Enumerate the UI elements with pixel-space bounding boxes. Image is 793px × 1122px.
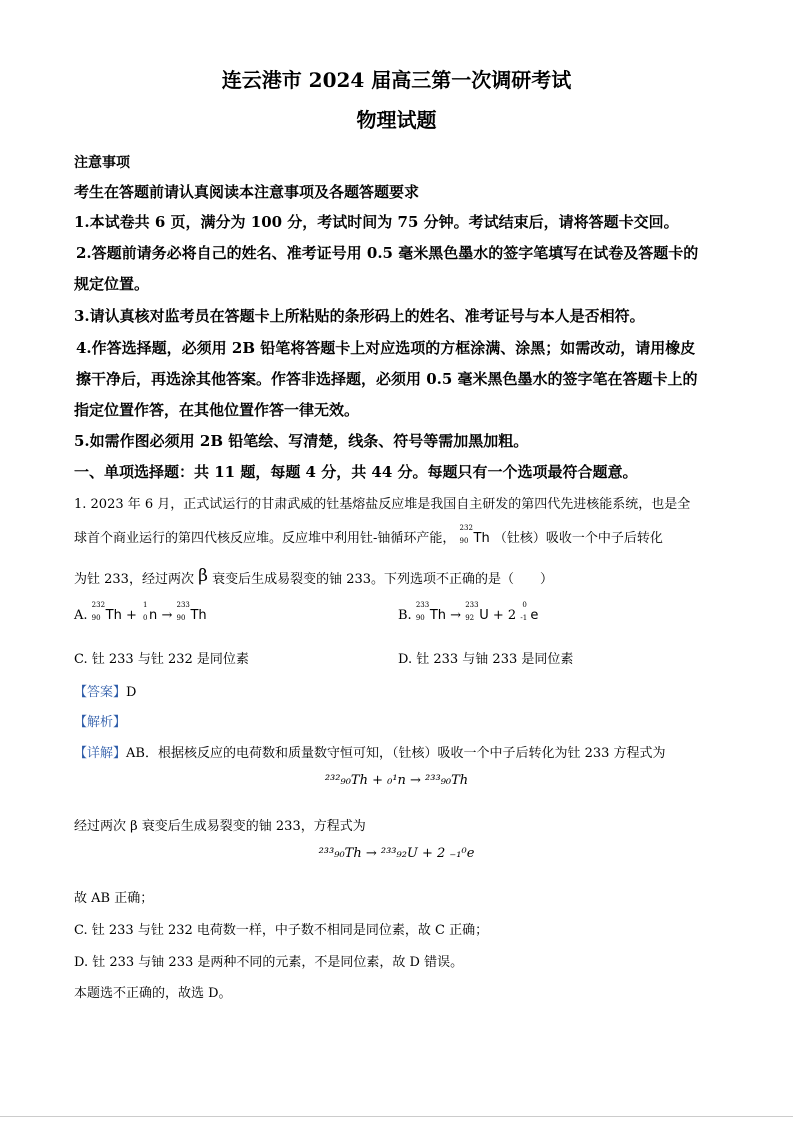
solution-line-4: 本题选不正确的，故选 D。	[74, 986, 232, 1001]
exam-title: 连云港市 2024 届高三第一次调研考试	[221, 68, 572, 92]
arrow-icon: →	[161, 608, 173, 623]
option-a-neutron: 1 0 n	[143, 601, 158, 623]
option-b-u233: 233 92 U	[465, 601, 489, 623]
solution-line-3: D. 钍 233 与铀 233 是两种不同的元素，不是同位素，故 D 错误。	[74, 955, 464, 970]
option-b-electron: 0 -1 e	[520, 601, 539, 623]
option-d[interactable]: D. 钍 233 与铀 233 是同位素	[398, 652, 574, 667]
notes-item-3: 3.请认真核对监考员在答题卡上所粘贴的条形码上的姓名、准考证号与本人是否相符。	[74, 307, 645, 325]
answer-line	[74, 681, 734, 700]
solution-line-1: 故 AB 正确；	[74, 891, 154, 906]
analysis-tag: 【解析】	[74, 715, 127, 730]
option-a[interactable]: A. 232 90 Th + 1 0 n → 233 90 Th	[74, 601, 207, 623]
notes-item-2-cont: 规定位置。	[74, 275, 150, 293]
answer-tag: 【答案】	[74, 685, 127, 700]
detail-tag: 【详解】	[74, 746, 127, 761]
solution-line-2: C. 钍 233 与钍 232 电荷数一样，中子数不相同是同位素，故 C 正确；	[74, 923, 489, 938]
notes-heading: 注意事项	[74, 155, 130, 171]
detail-line: 【详解】AB．根据核反应的电荷数和质量数守恒可知，（钍核）吸收一个中子后转化为钍 233 方程式为	[74, 746, 666, 761]
explanation-decay: 经过两次 β 衰变后生成易裂变的铀 233，方程式为	[74, 819, 366, 834]
option-c[interactable]: C. 钍 233 与钍 232 是同位素	[74, 652, 249, 667]
question-1-line-1: 1. 2023 年 6 月，正式试运行的甘肃武威的钍基熔盐反应堆是我国自主研发的第四代先进核能系统，也是全	[74, 497, 691, 512]
option-b[interactable]: B. 233 90 Th → 233 92 U + 2 0 -1 e	[398, 601, 539, 623]
option-a-th232: 232 90 Th	[91, 601, 122, 623]
arrow-icon: →	[450, 608, 462, 623]
notes-intro: 考生在答题前请认真阅读本注意事项及各题答题要求	[74, 183, 420, 201]
page-bottom-divider	[0, 1116, 793, 1117]
question-1-line-3: 为钍 233，经过两次 β 衰变后生成易裂变的铀 233。下列选项不正确的是（ ）	[74, 566, 554, 587]
notes-item-4: 4.作答选择题，必须用 2B 铅笔将答题卡上对应选项的方框涂满、涂黑；如需改动，请用橡皮	[76, 339, 696, 357]
exam-subtitle: 物理试题	[356, 108, 437, 132]
notes-item-1: 1.本试卷共 6 页，满分为 100 分，考试时间为 75 分钟。考试结束后，请将答题卡交回。	[74, 213, 679, 231]
section-heading: 一、单项选择题：共 11 题，每题 4 分，共 44 分。每题只有一个选项最符合题意。	[74, 463, 638, 481]
analysis-line	[74, 711, 734, 730]
notes-item-4-cont1: 擦干净后，再选涂其他答案。作答非选择题，必须用 0.5 毫米黑色墨水的签字笔在答题卡上的	[76, 370, 698, 388]
question-1-line-2: 球首个商业运行的第四代核反应堆。反应堆中利用钍-铀循环产能， 232 90 Th （钍核）吸收一个中子后转化	[74, 524, 663, 546]
notes-item-5: 5.如需作图必须用 2B 铅笔绘、写清楚，线条、符号等需加黑加粗。	[74, 432, 529, 450]
equation-1: ²³²₉₀Th + ₀¹n → ²³³₉₀Th	[324, 773, 469, 788]
beta-symbol: β	[198, 566, 208, 586]
option-a-th233: 233 90 Th	[176, 601, 207, 623]
notes-item-2: 2.答题前请务必将自己的姓名、准考证号用 0.5 毫米黑色墨水的签字笔填写在试卷及答题卡的	[76, 244, 699, 262]
option-b-th233: 233 90 Th	[415, 601, 447, 623]
equation-2: ²³³₉₀Th → ²³³₉₂U + 2 ₋₁⁰e	[318, 846, 475, 861]
notes-item-4-cont2: 指定位置作答，在其他位置作答一律无效。	[74, 401, 360, 419]
answer-value: D	[126, 685, 137, 700]
thorium-232-symbol: 232 90 Th	[459, 524, 490, 546]
